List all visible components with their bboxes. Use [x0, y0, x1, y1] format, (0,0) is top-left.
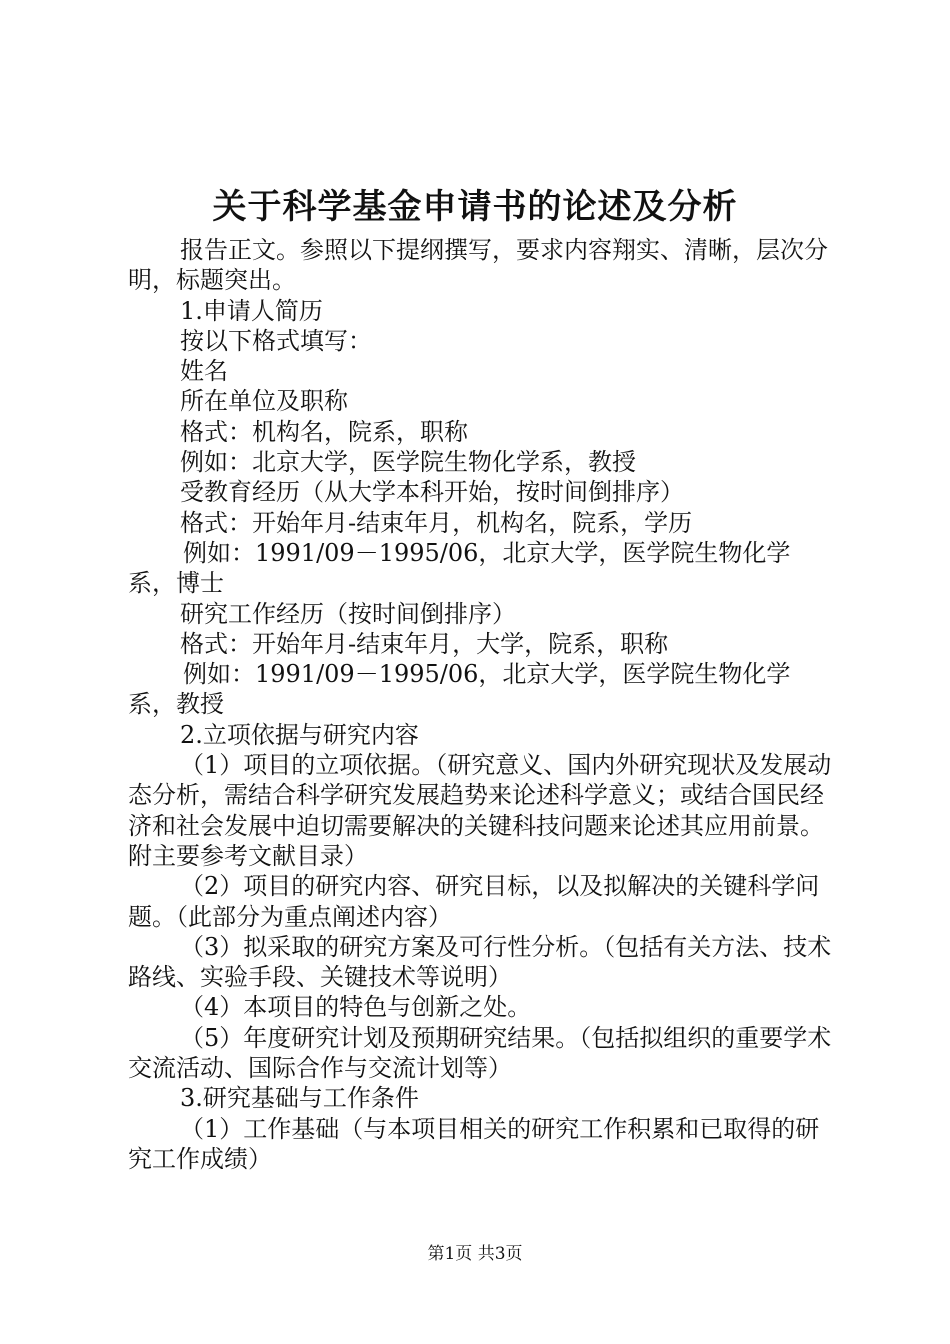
document-body: [128, 235, 838, 1174]
paragraph: 例如：北京大学，医学院生物化学系，教授: [180, 448, 636, 477]
list-item: （2）项目的研究内容、研究目标，以及拟解决的关键科学问题。（此部分为重点阐述内容）: [128, 872, 820, 931]
paragraph: 按以下格式填写：: [180, 326, 372, 355]
paragraph: 格式：开始年月-结束年月，大学，院系，职称: [180, 629, 669, 658]
document-title: 关于科学基金申请书的论述及分析: [212, 187, 738, 227]
paragraph: 姓名: [180, 357, 228, 386]
page-footer: 第1页 共3页: [427, 1244, 523, 1264]
paragraph: 所在单位及职称: [180, 387, 348, 416]
paragraph: 格式：开始年月-结束年月，机构名，院系，学历: [180, 508, 693, 537]
paragraph: 格式：机构名，院系，职称: [180, 417, 468, 446]
list-item: （1）项目的立项依据。（研究意义、国内外研究现状及发展动态分析，需结合科学研究发展趋势来论述科学意义；或结合国民经济和社会发展中迫切需要解决的关键科技问题来论述其应用前景。附主要参考文献目录）: [128, 751, 832, 870]
list-item: （3）拟采取的研究方案及可行性分析。（包括有关方法、技术路线、实验手段、关键技术等说明）: [128, 932, 832, 992]
paragraph: 研究工作经历（按时间倒排序）: [180, 599, 516, 628]
paragraph: 受教育经历（从大学本科开始，按时间倒排序）: [180, 478, 684, 507]
list-item: （5）年度研究计划及预期研究结果。（包括拟组织的重要学术交流活动、国际合作与交流计划等）: [128, 1023, 832, 1083]
section-heading-1: 1.申请人简历: [180, 296, 323, 325]
paragraph: 例如：1991/09－1995/06，北京大学，医学院生物化学系，教授: [128, 660, 791, 719]
paragraph-intro: 报告正文。参照以下提纲撰写，要求内容翔实、清晰，层次分明，标题突出。: [128, 236, 828, 295]
section-heading-3: 3.研究基础与工作条件: [180, 1084, 419, 1113]
section-heading-2: 2.立项依据与研究内容: [180, 720, 419, 749]
paragraph: 例如：1991/09－1995/06，北京大学，医学院生物化学系，博士: [128, 538, 791, 598]
list-item: （1）工作基础（与本项目相关的研究工作积累和已取得的研究工作成绩）: [128, 1114, 820, 1173]
list-item: （4）本项目的特色与创新之处。: [180, 993, 532, 1022]
